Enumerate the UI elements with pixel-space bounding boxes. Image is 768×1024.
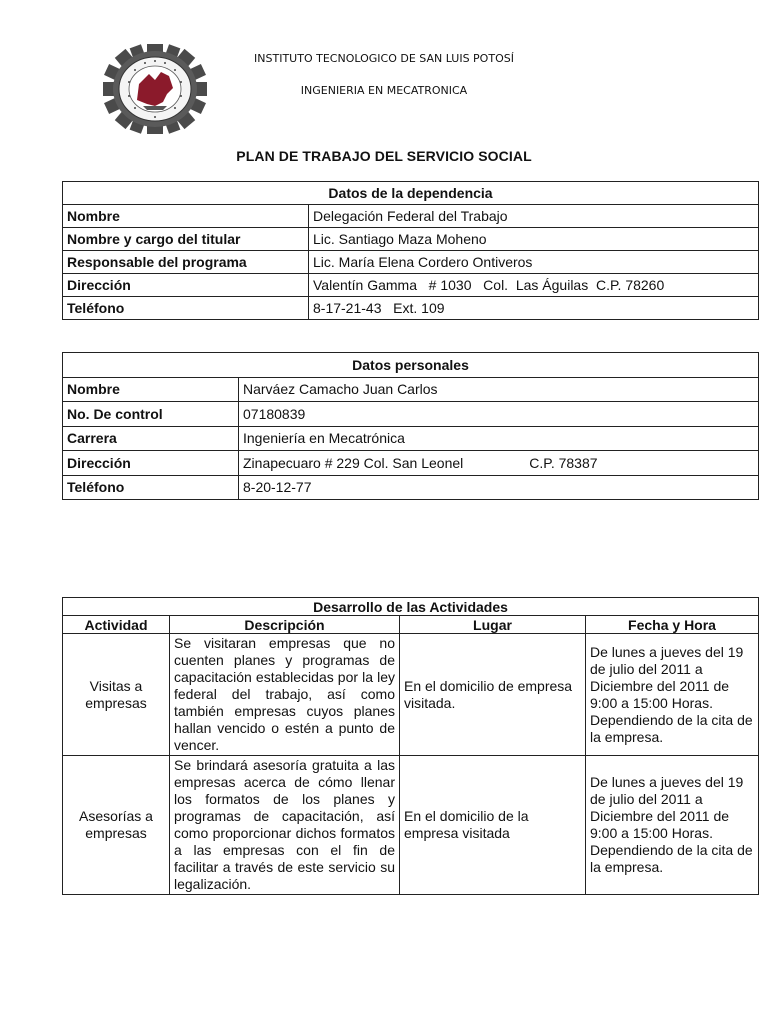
row-label: Nombre: [63, 377, 239, 402]
row-label: Dirección: [63, 451, 239, 476]
column-header-row: [63, 616, 759, 634]
row-value: 8-17-21-43 Ext. 109: [309, 297, 759, 320]
address-text: Zinapecuaro # 229 Col. San Leonel: [243, 454, 464, 471]
table-row: [63, 228, 759, 251]
table-row: [63, 377, 759, 402]
row-label: Teléfono: [63, 297, 309, 320]
activity-schedule: De lunes a jueves del 19 de julio del 2011 a Diciembre del 2011 de 9:00 a 15:00 Horas. Dependiendo de la cita de la empresa.: [586, 756, 759, 895]
row-value: [239, 451, 759, 476]
activity-schedule: De lunes a jueves del 19 de julio del 2011 a Diciembre del 2011 de 9:00 a 15:00 Horas. Dependiendo de la cita de la empresa.: [586, 634, 759, 756]
row-value: Narváez Camacho Juan Carlos: [239, 377, 759, 402]
table-row: [63, 297, 759, 320]
dependencia-table: [62, 181, 759, 320]
table-header-row: [63, 598, 759, 616]
table-row: [63, 426, 759, 451]
department-name: INGENIERIA EN MECATRONICA: [300, 84, 468, 97]
column-header: Actividad: [63, 616, 170, 634]
table-row: [63, 205, 759, 228]
row-value: Lic. María Elena Cordero Ontiveros: [309, 251, 759, 274]
table-row: [63, 756, 759, 895]
institution-name: INSTITUTO TECNOLOGICO DE SAN LUIS POTOSÍ: [254, 52, 514, 65]
table-row: [63, 274, 759, 297]
table-row: [63, 402, 759, 427]
table-row: [63, 451, 759, 476]
activity-description: Se visitaran empresas que no cuenten planes y programas de capacitación establecidas por la ley federal del trabajo, así como también empresas cuyos planes hallan vencido o estén a punto de vencer.: [170, 634, 400, 756]
document-title: PLAN DE TRABAJO DEL SERVICIO SOCIAL: [236, 148, 532, 164]
table-row: [63, 251, 759, 274]
activity-name: Visitas a empresas: [63, 634, 170, 756]
row-value: 8-20-12-77: [239, 475, 759, 500]
row-value: Lic. Santiago Maza Moheno: [309, 228, 759, 251]
activity-name: Asesorías a empresas: [63, 756, 170, 895]
row-label: No. De control: [63, 402, 239, 427]
row-value: Ingeniería en Mecatrónica: [239, 426, 759, 451]
row-label: Dirección: [63, 274, 309, 297]
row-value: Valentín Gamma # 1030 Col. Las Águilas C.P. 78260: [309, 274, 759, 297]
actividades-table: [62, 597, 759, 895]
personales-heading: Datos personales: [63, 353, 759, 378]
actividades-heading: Desarrollo de las Actividades: [63, 598, 759, 616]
row-label: Nombre y cargo del titular: [63, 228, 309, 251]
activity-place: En el domicilio de empresa visitada.: [400, 634, 586, 756]
activity-description: Se brindará asesoría gratuita a las empresas acerca de cómo llenar los formatos de los planes y programas de capacitación, así como proporcionar dichos formatos a las empresas con el fin de facilitar a través de este servicio su legalización.: [170, 756, 400, 895]
table-row: [63, 475, 759, 500]
table-header-row: [63, 353, 759, 378]
row-label: Carrera: [63, 426, 239, 451]
column-header: Fecha y Hora: [586, 616, 759, 634]
table-row: [63, 634, 759, 756]
column-header: Descripción: [170, 616, 400, 634]
row-label: Responsable del programa: [63, 251, 309, 274]
activity-place: En el domicilio de la empresa visitada: [400, 756, 586, 895]
column-header: Lugar: [400, 616, 586, 634]
row-value: 07180839: [239, 402, 759, 427]
row-value: Delegación Federal del Trabajo: [309, 205, 759, 228]
personales-table: [62, 352, 759, 500]
postal-code: C.P. 78387: [529, 454, 598, 471]
row-label: Nombre: [63, 205, 309, 228]
dependencia-heading: Datos de la dependencia: [63, 182, 759, 205]
table-header-row: [63, 182, 759, 205]
row-label: Teléfono: [63, 475, 239, 500]
